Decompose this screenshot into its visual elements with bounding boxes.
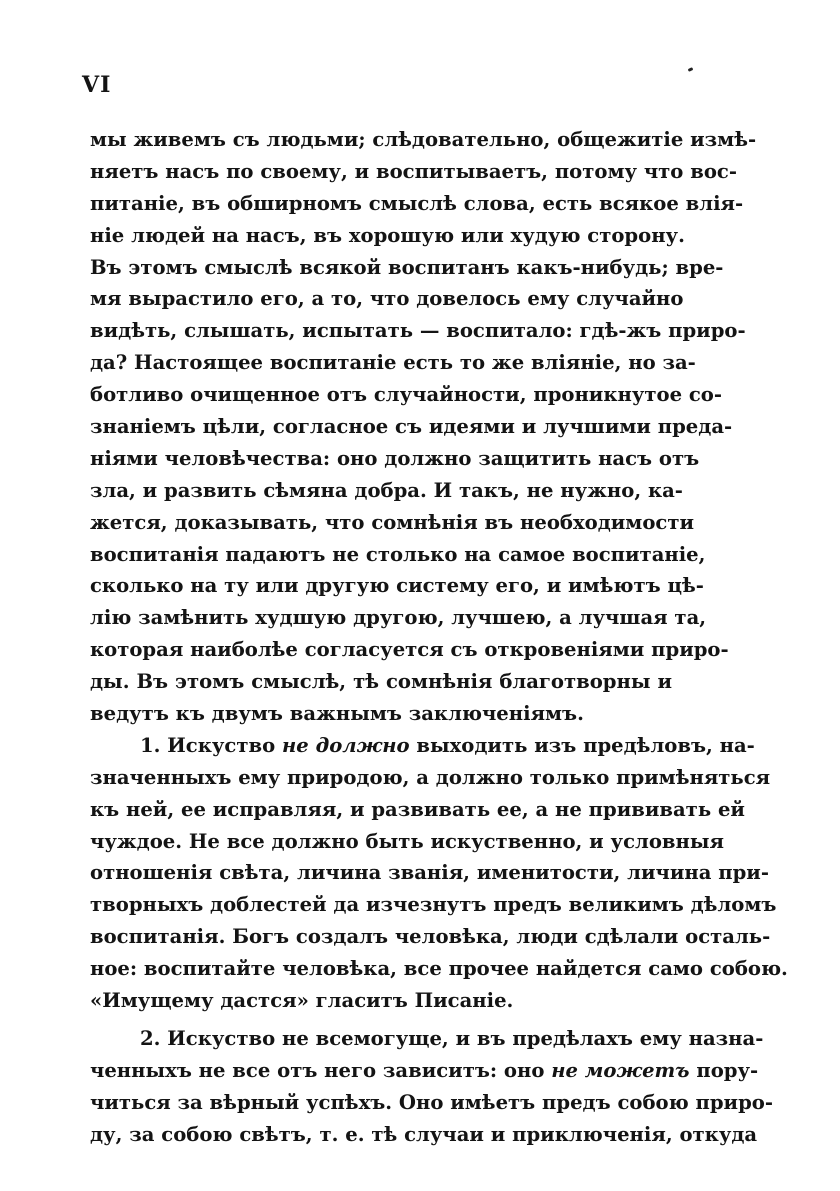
- text-line: творныхъ доблестей да изчезнутъ предъ великимъ дѣломъ: [90, 893, 777, 917]
- text-line: няетъ насъ по своему, и воспитываетъ, потому что вос-: [90, 159, 737, 183]
- text-run: ченныхъ не все отъ него зависитъ: оно: [90, 1058, 552, 1082]
- page-number: VI: [82, 72, 112, 98]
- text-line: воспитанія. Богъ создалъ человѣка, люди сдѣлали осталь-: [90, 925, 771, 949]
- text-line: ніями человѣчества: оно должно защитить насъ отъ: [90, 446, 700, 470]
- text-line: воспитанія падаютъ не столько на самое воспитаніе,: [90, 542, 706, 566]
- text-line: сколько на ту или другую систему его, и имѣютъ цѣ-: [90, 574, 704, 598]
- print-speck: [688, 67, 694, 72]
- text-line: [90, 730, 755, 762]
- text-line: ду, за собою свѣтъ, т. е. тѣ случаи и приключенія, откуда: [90, 1122, 758, 1146]
- text-line: ніе людей на насъ, въ хорошую или худую сторону.: [90, 223, 685, 247]
- text-line: ботливо очищенное отъ случайности, проникнутое со-: [90, 383, 723, 407]
- paragraph-3: [90, 1023, 773, 1151]
- text-line: которая наиболѣе согласуется съ откровеніями приро-: [90, 638, 729, 662]
- text-line: 2. Искуство не всемогуще, и въ предѣлахъ ему назна-: [140, 1026, 764, 1050]
- text-line: видѣть, слышать, испытать — воспитало: гдѣ-жъ приро-: [90, 319, 746, 343]
- text-line: знаніемъ цѣли, согласное съ идеями и лучшими преда-: [90, 415, 733, 439]
- text-run: 1. Искуство: [140, 733, 282, 757]
- emphasis-text: не можетъ: [551, 1058, 690, 1082]
- text-line: Въ этомъ смыслѣ всякой воспитанъ какъ-нибудь; вре-: [90, 255, 724, 279]
- paragraph-1: [90, 124, 757, 730]
- text-run: выходить изъ предѣловъ, на-: [409, 733, 755, 757]
- text-line: лію замѣнить худшую другою, лучшею, а лучшая та,: [90, 606, 707, 630]
- text-line: ное: воспитайте человѣка, все прочее найдется само собою.: [90, 957, 788, 981]
- text-line: читься за вѣрный успѣхъ. Оно имѣетъ предъ собою приро-: [90, 1090, 773, 1114]
- text-line: жется, доказывать, что сомнѣнія въ необходимости: [90, 510, 694, 534]
- text-line: да? Настоящее воспитаніе есть то же вліяніе, но за-: [90, 351, 696, 375]
- text-line: чуждое. Не все должно быть искуственно, и условныя: [90, 829, 724, 853]
- text-line: ведутъ къ двумъ важнымъ заключеніямъ.: [90, 702, 584, 726]
- text-line: «Имущему дастся» гласитъ Писаніе.: [90, 989, 514, 1013]
- emphasis-text: не должно: [282, 733, 410, 757]
- text-line: отношенія свѣта, личина званія, именитости, личина при-: [90, 861, 769, 885]
- paragraph-2: [90, 730, 788, 1017]
- text-line: къ ней, ее исправляя, и развивать ее, а не прививать ей: [90, 797, 745, 821]
- body-text: [90, 124, 788, 1151]
- text-line: [90, 1055, 759, 1087]
- text-line: зла, и развить сѣмяна добра. И такъ, не нужно, ка-: [90, 478, 683, 502]
- text-line: ды. Въ этомъ смыслѣ, тѣ сомнѣнія благотворны и: [90, 670, 672, 694]
- text-run: пору-: [689, 1058, 759, 1082]
- text-line: мы живемъ съ людьми; слѣдовательно, общежитіе измѣ-: [90, 128, 757, 151]
- text-line: значенныхъ ему природою, а должно только примѣняться: [90, 765, 771, 789]
- text-line: мя вырастило его, а то, что довелось ему случайно: [90, 287, 684, 311]
- text-line: питаніе, въ обширномъ смыслѣ слова, есть всякое влія-: [90, 191, 744, 215]
